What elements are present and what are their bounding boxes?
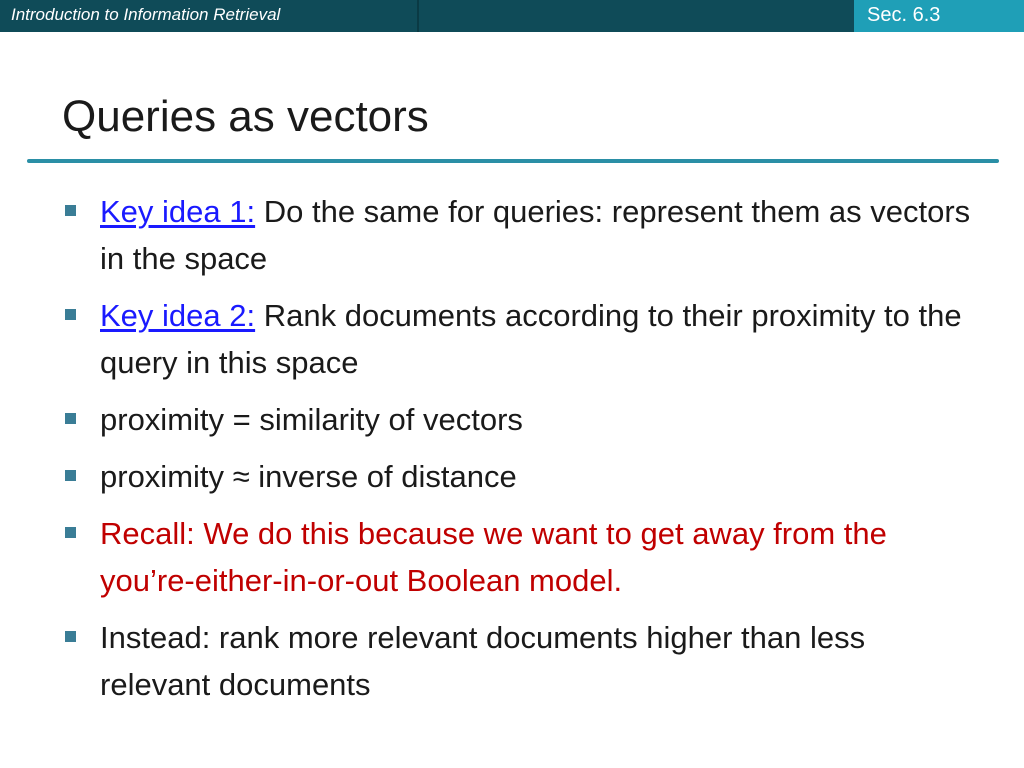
key-idea-2-link[interactable]: Key idea 2: (100, 298, 256, 333)
course-title: Introduction to Information Retrieval (11, 5, 281, 24)
bullet-item-recall (62, 510, 982, 604)
bullet-list (62, 188, 982, 718)
bullet-item-key-idea-1 (62, 188, 982, 282)
bullet-text: proximity = similarity of vectors (100, 402, 523, 437)
section-label: Sec. 6.3 (867, 4, 941, 26)
header-bar (0, 0, 1024, 32)
bullet-item-key-idea-2 (62, 292, 982, 386)
bullet-text: Rank documents according to their proximity to the query in this space (100, 298, 962, 380)
square-bullet-icon (65, 309, 76, 320)
bullet-item-distance (62, 453, 982, 500)
title-underline (27, 159, 999, 163)
bullet-item-similarity (62, 396, 982, 443)
square-bullet-icon (65, 631, 76, 642)
bullet-text: Instead: rank more relevant documents higher than less relevant documents (100, 620, 866, 702)
bullet-item-instead (62, 614, 982, 708)
square-bullet-icon (65, 205, 76, 216)
square-bullet-icon (65, 470, 76, 481)
section-badge (854, 0, 1024, 32)
slide-title: Queries as vectors (62, 92, 429, 141)
square-bullet-icon (65, 413, 76, 424)
bullet-text: proximity ≈ inverse of distance (100, 459, 517, 494)
bullet-text: Do the same for queries: represent them as vectors in the space (100, 194, 971, 276)
header-divider (417, 0, 419, 32)
bullet-text: Recall: We do this because we want to get away from the you’re-either-in-or-out Boolean model. (100, 516, 887, 598)
key-idea-1-link[interactable]: Key idea 1: (100, 194, 256, 229)
square-bullet-icon (65, 527, 76, 538)
